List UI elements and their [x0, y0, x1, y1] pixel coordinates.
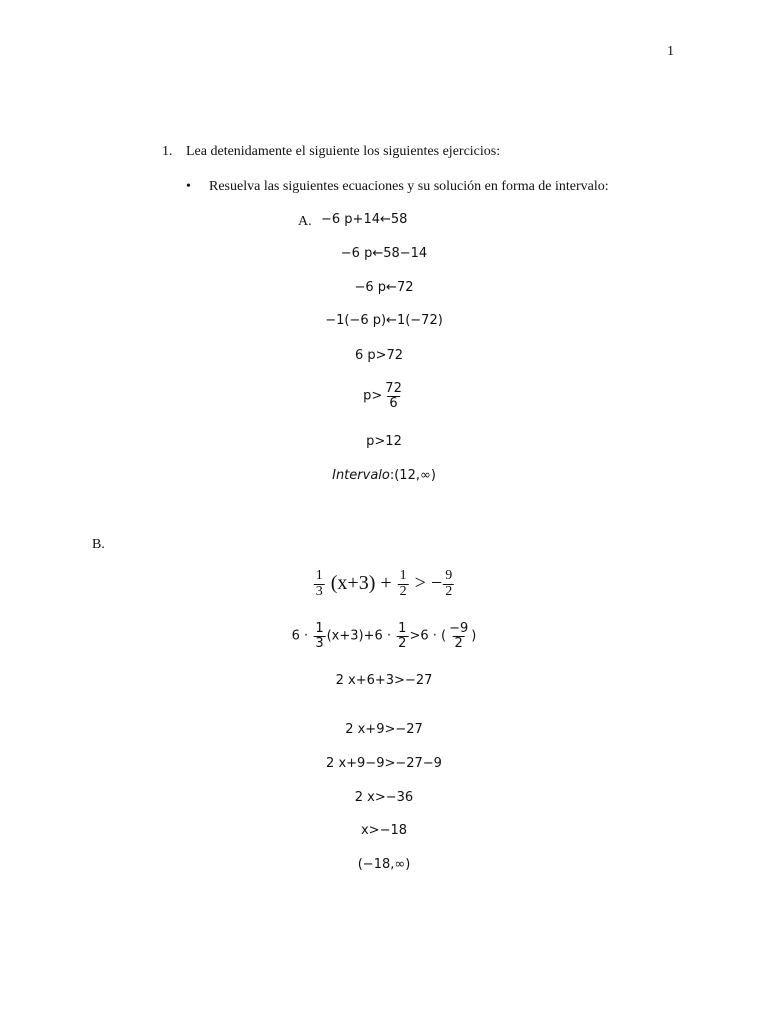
equation-text: (x+3) +	[325, 571, 397, 594]
fraction-denominator: 6	[389, 395, 398, 411]
fraction-numerator: 1	[315, 568, 323, 583]
fraction-numerator: 72	[385, 381, 402, 396]
part-a-step-3: −6 p←72	[354, 280, 414, 295]
fraction-denominator: 2	[399, 583, 407, 599]
part-b-step-3: 2 x+6+3>−27	[335, 673, 433, 688]
part-a-step-6	[363, 382, 405, 410]
fraction-denominator: 3	[315, 635, 324, 651]
equation-text: >6 · (	[409, 628, 447, 644]
part-a-step-5: 6 p>72	[354, 348, 404, 363]
part-b-label: B.	[92, 537, 105, 552]
equation-text: (x+3)+6 ·	[326, 628, 396, 644]
part-b-step-5: 2 x+9−9>−27−9	[326, 756, 442, 771]
fraction-denominator: 2	[445, 583, 453, 599]
fraction	[443, 569, 454, 599]
fraction-numerator: 1	[315, 621, 324, 636]
part-a-step-6-lhs: p>	[363, 388, 383, 404]
fraction	[396, 622, 408, 650]
part-b-step-7: x>−18	[360, 823, 408, 838]
part-a-step-4: −1(−6 p)←1(−72)	[325, 313, 443, 328]
question-number: 1.	[162, 144, 173, 159]
part-b-step-6: 2 x>−36	[354, 790, 414, 805]
fraction-numerator: 1	[399, 568, 407, 583]
fraction-numerator: 1	[398, 621, 407, 636]
fraction-denominator: 3	[315, 583, 323, 599]
part-a-step-8	[332, 468, 436, 483]
part-b-step-4: 2 x+9>−27	[345, 722, 423, 737]
fraction-denominator: 2	[398, 635, 407, 651]
equation-text: > −	[409, 571, 443, 594]
interval-value: :(12,∞)	[389, 468, 436, 483]
part-a-step-1: −6 p+14←58	[321, 212, 408, 227]
interval-label: Intervalo	[332, 468, 390, 483]
fraction	[314, 569, 325, 599]
fraction	[313, 622, 325, 650]
bullet-symbol: •	[186, 179, 191, 194]
fraction-numerator: 9	[445, 568, 453, 583]
fraction-denominator: 2	[454, 635, 463, 651]
part-b-equation-2	[292, 622, 477, 650]
part-a-step-6-fraction	[383, 382, 404, 410]
fraction-numerator: −9	[449, 621, 469, 636]
fraction	[398, 569, 409, 599]
part-a-step-2: −6 p←58−14	[340, 246, 428, 261]
part-a-step-7: p>12	[366, 434, 402, 449]
part-a-label: A.	[298, 214, 312, 229]
part-b-step-8: (−18,∞)	[357, 857, 411, 872]
part-b-equation-1	[313, 569, 455, 599]
bullet-text: Resuelva las siguientes ecuaciones y su solución en forma de intervalo:	[209, 179, 609, 194]
equation-text: )	[471, 628, 477, 644]
equation-text: 6 ·	[291, 628, 313, 644]
question-text: Lea detenidamente el siguiente los siguientes ejercicios:	[186, 144, 501, 159]
page-number: 1	[667, 44, 674, 59]
fraction	[447, 622, 470, 650]
